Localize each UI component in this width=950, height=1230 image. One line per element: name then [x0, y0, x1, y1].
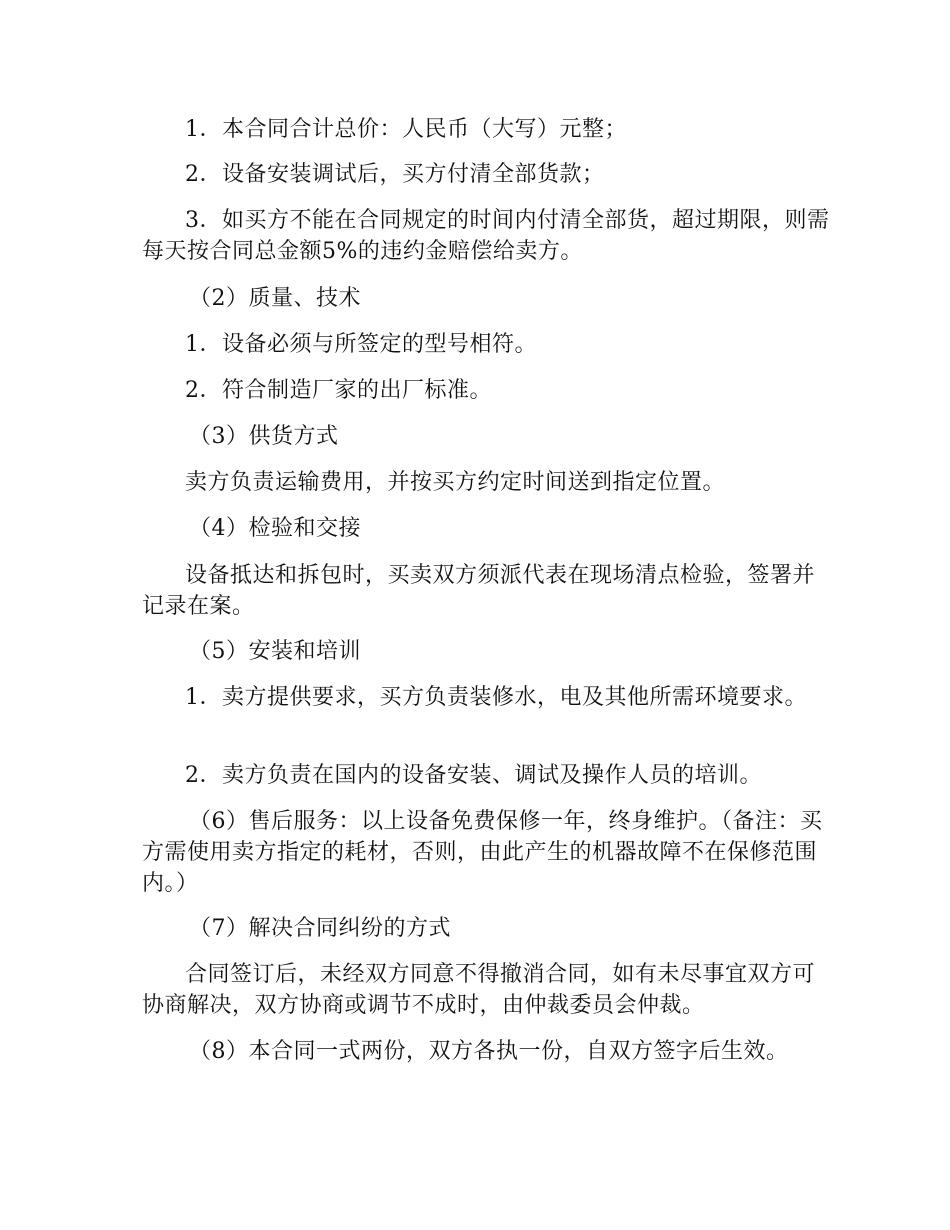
installation-clause-1: 1．卖方提供要求，买方负责装修水，电及其他所需环境要求。	[185, 685, 807, 710]
installation-clause-2: 2．卖方负责在国内的设备安装、调试及操作人员的培训。	[185, 763, 762, 788]
inspection-clause: 设备抵达和拆包时，买卖双方须派代表在现场清点检验，签署并记录在案。	[142, 563, 816, 619]
supply-clause: 卖方负责运输费用，并按买方约定时间送到指定位置。	[185, 470, 726, 495]
section-heading-inspection: （4）检验和交接	[189, 516, 361, 541]
payment-clause-3: 3．如买方不能在合同规定的时间内付清全部货，超过期限，则需每天按合同总金额5%的违约金赔偿给卖方。	[142, 208, 830, 264]
section-copies: （8）本合同一式两份，双方各执一份，自双方签字后生效。	[189, 1039, 789, 1064]
quality-clause-2: 2．符合制造厂家的出厂标准。	[185, 378, 492, 403]
disputes-clause: 合同签订后，未经双方同意不得撤消合同，如有未尽事宜双方可协商解决，双方协商或调节不成时，由仲裁委员会仲裁。	[142, 962, 816, 1018]
section-heading-disputes: （7）解决合同纠纷的方式	[189, 916, 451, 941]
section-heading-supply: （3）供货方式	[189, 424, 339, 449]
section-heading-quality: （2）质量、技术	[189, 286, 361, 311]
section-after-sales: （6）售后服务：以上设备免费保修一年，终身维护。（备注：买方需使用卖方指定的耗材，否则，由此产生的机器故障不在保修范围内。）	[142, 809, 823, 896]
payment-clause-2: 2．设备安装调试后，买方付清全部货款；	[185, 162, 605, 187]
payment-clause-1: 1．本合同合计总价：人民币（大写）元整；	[185, 117, 627, 142]
quality-clause-1: 1．设备必须与所签定的型号相符。	[185, 332, 537, 357]
section-heading-installation: （5）安装和培训	[189, 639, 361, 664]
